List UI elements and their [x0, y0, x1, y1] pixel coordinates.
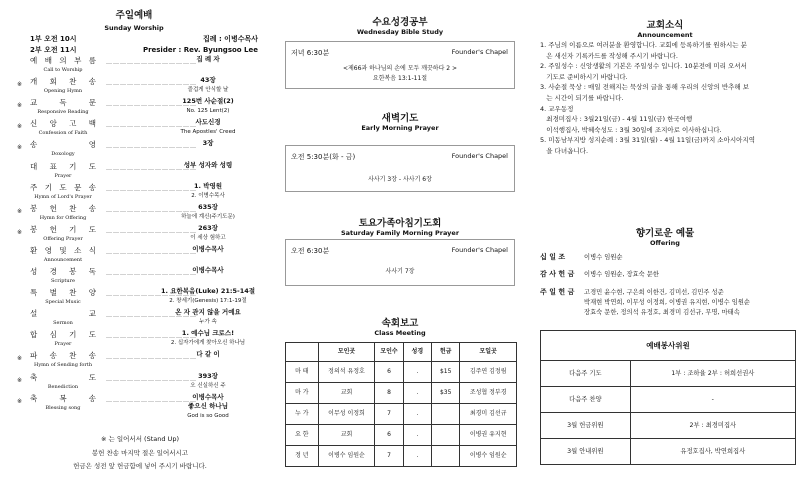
saturday-time: 오전 6:30분	[291, 247, 330, 255]
order-item-subdetail: No. 125 Lent(2)	[186, 108, 230, 115]
order-item-ko-char: 성	[30, 267, 38, 276]
order-item-ko-char: 영	[44, 245, 52, 255]
order-item-ko-char: 교	[30, 98, 38, 108]
order-item-ko-char: 봉	[30, 224, 38, 234]
class-meeting-cell: .	[403, 446, 431, 467]
announcement-line: 을 다녀옵니다.	[540, 146, 589, 155]
offering-names: 이병수 임원순	[584, 254, 623, 261]
leader-dots: …………………………………	[106, 270, 197, 277]
order-item-ko-char: 양	[88, 288, 96, 298]
order-item	[0, 119, 268, 139]
order-item-en: Announcement	[43, 256, 83, 263]
order-item	[0, 98, 268, 118]
class-meeting-cell: 정 년	[286, 446, 319, 467]
order-item-ko	[30, 140, 96, 149]
service-cell: 다음주 찬양	[541, 387, 631, 413]
saturday-place: Founder's Chapel	[451, 246, 508, 254]
class-meeting-cell: 8	[375, 383, 403, 404]
class-meeting-cell: 교회	[318, 383, 375, 404]
saturday-reading: 사사기 7장	[385, 268, 415, 275]
offering-box-note: 헌금은 성전 앞 헌금함에 넣어 주시기 바랍니다.	[73, 462, 207, 470]
order-item-ko-char: 기	[44, 182, 52, 192]
order-item-en: Offering Prayer	[43, 235, 83, 242]
order-item-detail: 온 자 관지 않을 거예요	[175, 308, 241, 317]
offering-title: 향기로운 예물	[635, 228, 695, 239]
order-item-ko-char: 송	[88, 393, 96, 403]
leader-dots: …………………………………	[106, 354, 197, 362]
order-item-ko-char: 의	[59, 56, 67, 65]
order-item	[0, 56, 268, 76]
leader-dots: …………………………………	[106, 248, 197, 256]
order-item	[0, 183, 268, 203]
order-item-ko-char: 송	[88, 351, 96, 361]
order-item-ko-char: 송	[88, 77, 96, 87]
order-item	[0, 246, 268, 266]
order-item-ko	[30, 204, 96, 213]
stand-mark: ※	[17, 355, 23, 363]
order-item-ko-char: 회	[49, 77, 57, 87]
order-item-ko-char: 환	[30, 245, 38, 255]
class-meeting-cell: 이병수 임원순	[318, 446, 375, 467]
order-item-ko-char: 송	[88, 182, 96, 192]
class-meeting-row	[286, 425, 517, 446]
wednesday-subtitle: Wednesday Bible Study	[356, 28, 444, 36]
offering-row	[540, 253, 798, 263]
news-subtitle: Announcement	[637, 31, 693, 39]
worship-subtitle: Sunday Worship	[104, 24, 164, 32]
worship-times	[30, 34, 77, 56]
class-meeting-row	[286, 446, 517, 467]
order-item-subdetail: 2. 이병수목사	[191, 192, 225, 199]
leader-dots: …………………………………	[106, 312, 197, 320]
order-item-ko	[30, 351, 96, 360]
order-item-detail: 다 같 이	[196, 350, 220, 359]
wednesday-scripture: 요한복음 13:1-11절	[372, 75, 428, 82]
service-row	[541, 387, 796, 413]
order-item-ko-char: 문	[74, 182, 82, 192]
stand-mark: ※	[17, 102, 23, 110]
order-item-ko-char: 독	[59, 98, 67, 108]
offering-names: 이병수 임원순, 장효숙 문한	[584, 271, 659, 278]
class-meeting-cell: 김주연 김정림	[460, 362, 517, 383]
leader-dots: …………………………………	[106, 375, 197, 383]
order-item-ko-char: 문	[88, 98, 96, 108]
order-item-detail: 263장	[198, 223, 218, 232]
worship-time-2: 2부 오전 11시	[30, 46, 77, 54]
leader-dots: …………………………………	[106, 164, 197, 172]
order-item-ko-char: 특	[30, 288, 38, 298]
order-item-ko	[30, 267, 96, 276]
class-meeting-cell	[432, 425, 460, 446]
order-item-ko-char: 봉	[69, 267, 77, 276]
order-item-ko	[30, 246, 96, 255]
offering-hymn-note: 봉헌 찬송 마지막 절은 일어서시고	[91, 449, 189, 457]
service-cell: 1부 : 조하율 2부 : 허희선권사	[630, 361, 795, 387]
saturday-title: 토요가족아침기도회	[358, 218, 442, 229]
order-item	[0, 351, 268, 371]
leader-dots: …………………………………	[106, 59, 197, 66]
news-title: 교회소식	[646, 20, 684, 31]
order-item-ko-char: 송	[30, 140, 38, 150]
offering-label: 십 일 조	[540, 253, 566, 261]
order-item-ko-char: 도	[88, 372, 96, 382]
order-item-en: Prayer	[54, 341, 72, 348]
order-item-ko	[30, 225, 96, 234]
class-meeting-cell: 7	[375, 404, 403, 425]
order-item-ko	[30, 330, 96, 339]
order-item-detail: 1. 박영원	[193, 181, 223, 190]
order-item-ko-char: 기	[69, 161, 77, 171]
order-item-detail: 집 례 자	[196, 55, 220, 63]
order-item-ko-char: 앙	[49, 119, 57, 129]
order-item-en: Scripture	[51, 278, 75, 284]
leader-dots: …………………………………	[106, 143, 197, 151]
announcement-line: 는 시간이 되기를 바랍니다.	[540, 93, 624, 102]
order-item-en: Benediction	[47, 383, 79, 390]
order-item-ko-char: 기	[69, 330, 77, 340]
order-item-ko	[30, 119, 96, 128]
class-meeting-cell: 이병권 유지현	[460, 425, 517, 446]
class-meeting-cell: 교회	[318, 425, 375, 446]
order-item-en: Hymn for Offering	[39, 214, 87, 221]
class-meeting-cell: 조성협 정부경	[460, 383, 517, 404]
announcement-line: 최경미집사 : 3월21일(금) - 4월 11일(금) 한국여행	[540, 115, 693, 124]
order-item-ko-char: 찬	[69, 288, 77, 298]
order-item-ko-char: 축	[30, 372, 38, 382]
order-item-en: Sermon	[53, 320, 73, 327]
order-item-subdetail: 2. 십자가에게 찾아오신 하나님	[170, 340, 246, 347]
class-meeting-cell: .	[403, 404, 431, 425]
order-item-ko-char: 름	[88, 56, 96, 65]
stand-mark: ※	[17, 376, 23, 384]
order-item-detail: 3장	[202, 139, 214, 148]
announcement-line: 이석행집사, 박혜숙성도 : 3월 30일에 조지아로 이사하십니다.	[540, 125, 722, 134]
order-item-en: Call to Worship	[43, 67, 83, 73]
saturday-subtitle: Saturday Family Morning Prayer	[340, 229, 460, 237]
order-item-subdetail: The Apostles' Creed	[180, 129, 236, 136]
service-cell: 유정호집사, 박연희집사	[630, 439, 795, 465]
order-item-ko-char: 부	[74, 56, 82, 65]
order-item-ko-char: 설	[30, 309, 38, 319]
class-meeting-cell: 이병수 임원순	[460, 446, 517, 467]
offering-names: 박재현 박연희, 이무성 이정희, 이병권 유지현, 이병수 임원순	[584, 299, 751, 306]
class-meeting-header: 헌금	[432, 343, 460, 362]
blessing-song-en: God is so Good	[187, 412, 229, 419]
wednesday-title: 수요성경공부	[372, 17, 428, 28]
order-item-ko	[30, 373, 96, 382]
order-item-subdetail: 누가 속	[199, 319, 217, 326]
order-item-ko	[30, 162, 96, 171]
dawn-subtitle: Early Morning Prayer	[361, 124, 439, 132]
order-item-ko-char: 대	[30, 161, 38, 171]
class-meeting-title: 속회보고	[381, 318, 419, 329]
announcement-line: 1. 주님의 이름으로 여러분을 환영합니다. 교회에 등록하기를 원하시는 분	[540, 41, 747, 49]
weekday-programs-section	[275, 0, 525, 485]
class-meeting-row	[286, 362, 517, 383]
class-meeting-cell: $15	[432, 362, 460, 383]
offering-row	[540, 308, 798, 318]
blessing-song-ko: 좋으신 하나님	[188, 401, 228, 410]
order-item-en: Hymn of Sending forth	[33, 362, 93, 369]
leader-dots: …………………………………	[106, 396, 197, 404]
class-meeting-cell: 6	[375, 425, 403, 446]
presider-ko: 집례 : 이병수목사	[202, 35, 258, 43]
order-item-ko-char: 신	[30, 119, 38, 129]
service-row	[541, 439, 796, 465]
service-row	[541, 413, 796, 439]
order-item-ko-char: 교	[88, 309, 96, 319]
class-meeting-cell: 마 태	[286, 362, 319, 383]
offering-label: 감 사 헌 금	[540, 270, 575, 278]
order-item-ko-char: 주	[30, 182, 38, 192]
order-item-ko	[30, 183, 96, 192]
order-item-en: Doxology	[51, 151, 75, 158]
class-meeting-cell: 누 가	[286, 404, 319, 425]
class-meeting-row	[286, 404, 517, 425]
order-item-detail: 635장	[198, 202, 218, 211]
leader-dots: …………………………………	[106, 185, 197, 193]
order-item	[0, 309, 268, 329]
class-meeting-cell: 이무성 이정희	[318, 404, 375, 425]
order-item-subdetail: 하늘에 계신(주기도문)	[181, 213, 235, 220]
order-item-ko-char: 표	[49, 161, 57, 171]
stand-mark: ※	[17, 81, 23, 89]
dawn-place: Founder's Chapel	[451, 152, 508, 160]
order-item-ko-char: 찬	[69, 351, 77, 361]
order-item-en: Hymn of Lord's Prayer	[34, 193, 92, 200]
order-item-ko-char: 배	[44, 56, 52, 65]
stand-mark: ※	[17, 207, 23, 215]
order-item-ko-char: 찬	[69, 203, 77, 213]
order-item-ko-char: 봉	[30, 203, 38, 213]
dawn-title: 새벽기도	[381, 113, 419, 124]
order-item-subdetail: 오 신실하신 주	[190, 382, 226, 389]
order-item	[0, 140, 268, 160]
dawn-reading: 사사기 3장 - 사사기 6장	[368, 176, 432, 183]
worship-time-1: 1부 오전 10시	[30, 35, 77, 43]
order-item	[0, 373, 268, 393]
order-item-ko-char: 도	[88, 330, 96, 340]
order-item-detail: 사도신경	[195, 118, 221, 127]
order-item-ko-char: 찬	[69, 77, 77, 87]
stand-mark: ※	[17, 228, 23, 236]
class-meeting-header: 성경	[403, 343, 431, 362]
order-item-detail: 1. 예수님 크로스!	[181, 329, 235, 338]
class-meeting-cell: 요 한	[286, 425, 319, 446]
leader-dots: …………………………………	[106, 80, 197, 88]
class-meeting-cell: .	[403, 362, 431, 383]
offering-names: 장효숙 문한, 정의석 유정호, 최경미 김선규, 무명, 마태속	[584, 309, 740, 316]
class-meeting-cell: 6	[375, 362, 403, 383]
leader-dots: …………………………………	[106, 206, 197, 214]
stand-mark: ※	[17, 397, 23, 405]
offering-row	[540, 298, 798, 308]
order-item-ko	[30, 288, 96, 297]
leader-dots: …………………………………	[106, 122, 197, 130]
announcement-line: 2. 주일성수 : 신앙생활의 기본은 주일성수 입니다. 10분전에 미리 오셔서	[540, 62, 747, 71]
class-meeting-cell	[432, 446, 460, 467]
worship-title: 주일예배	[115, 10, 153, 21]
order-item-ko-char: 합	[30, 330, 38, 340]
saturday-box	[285, 239, 515, 286]
leader-dots: …………………………………	[106, 291, 197, 299]
offering-row	[540, 288, 798, 298]
order-item-detail: 이병수목사	[192, 244, 224, 253]
class-meeting-cell: 마 가	[286, 383, 319, 404]
order-item-ko-char: 송	[49, 351, 57, 361]
class-meeting-cell: 7	[375, 446, 403, 467]
order-item	[0, 162, 268, 182]
order-item-subdetail: 즐겁게 안식할 날	[187, 87, 229, 94]
service-row	[541, 361, 796, 387]
dawn-time: 오전 5:30분(화 - 금)	[291, 153, 356, 161]
order-item-ko-char: 헌	[49, 224, 57, 234]
service-cell: 2부 : 최경미집사	[630, 413, 795, 439]
order-item-subdetail: 2. 창세기(Genesis) 17:1-19절	[169, 298, 247, 305]
class-meeting-cell: .	[403, 383, 431, 404]
order-item-ko-char: 파	[30, 351, 38, 361]
class-meeting-cell: .	[403, 425, 431, 446]
order-item-ko-char: 복	[59, 393, 67, 403]
worship-presider	[143, 34, 258, 56]
announcement-list	[540, 40, 798, 157]
order-item-ko-char: 송	[88, 203, 96, 213]
wednesday-lesson: <제66과 하나님의 손에 모두 깨끗하다 2 >	[342, 65, 458, 72]
order-item-ko-char: 헌	[49, 203, 57, 213]
stand-up-note: ※ 는 일어서서 (Stand Up)	[101, 435, 179, 443]
service-committee-title: 예배봉사위원	[541, 331, 796, 361]
leader-dots: …………………………………	[106, 333, 197, 341]
order-item	[0, 288, 268, 308]
order-item-detail: 1. 요한복음(Luke) 21:5-14절	[160, 287, 256, 296]
order-item-subdetail: 이 세상 험하고	[190, 234, 226, 241]
offering-label: 주 일 헌 금	[540, 288, 575, 296]
order-item-ko-char: 경	[49, 267, 57, 276]
stand-mark: ※	[17, 144, 23, 152]
offering-row	[540, 270, 798, 280]
class-meeting-cell: 정의석 유정호	[318, 362, 375, 383]
order-item-ko-char: 별	[49, 288, 57, 298]
class-meeting-cell: $35	[432, 383, 460, 404]
wednesday-place: Founder's Chapel	[451, 48, 508, 56]
class-meeting-table	[285, 342, 517, 467]
dawn-box	[285, 145, 515, 192]
sunday-worship-section	[0, 0, 268, 485]
order-item-ko-char: 독	[88, 267, 96, 276]
order-item-ko-char: 축	[30, 393, 38, 403]
order-item	[0, 267, 268, 287]
order-item-ko-char: 백	[88, 119, 96, 129]
leader-dots: …………………………………	[106, 227, 197, 235]
service-cell: 3월 헌금위원	[541, 413, 631, 439]
service-cell: 다음주 기도	[541, 361, 631, 387]
wednesday-box	[285, 41, 515, 89]
leader-dots: …………………………………	[106, 101, 197, 109]
announcement-line: 은 새신자 기록카드를 작성해 주시기 바랍니다.	[540, 51, 678, 60]
order-item	[0, 330, 268, 350]
class-meeting-row	[286, 383, 517, 404]
class-meeting-header: 모인곳	[318, 343, 375, 362]
order-item-ko	[30, 77, 96, 86]
order-item-detail: 43장	[200, 76, 216, 85]
order-item-detail: 이병수목사	[192, 266, 224, 274]
order-item-ko-char: 영	[88, 140, 96, 150]
order-item	[0, 225, 268, 245]
order-item-en: Responsive Reading	[37, 109, 89, 116]
order-item-detail: 이병수목사	[192, 392, 224, 401]
class-meeting-cell	[432, 404, 460, 425]
order-item-ko	[30, 394, 96, 403]
announcement-line: 3. 사순절 묵상 : 매일 전해지는 묵상의 글을 통해 우리의 신앙의 반추해 보	[540, 83, 749, 92]
order-item-ko	[30, 309, 96, 318]
order-item-en: Special Music	[45, 299, 81, 306]
service-cell: -	[630, 387, 795, 413]
class-meeting-header: 모인수	[375, 343, 403, 362]
order-item-ko-char: 기	[69, 224, 77, 234]
order-item-ko	[30, 98, 96, 107]
order-item-ko-char: 및	[59, 245, 67, 255]
order-item-detail: 125번 사순절(2)	[182, 97, 234, 106]
announcement-line: 4. 교우동정	[540, 104, 574, 113]
service-committee-table	[540, 330, 796, 465]
order-item-detail: 393장	[198, 371, 218, 380]
order-item-ko-char: 도	[59, 182, 67, 192]
order-item	[0, 204, 268, 224]
order-item-en: Prayer	[54, 172, 72, 179]
order-item	[0, 77, 268, 97]
announcement-line: 5. 미동남부지방 성지순례 : 3월 31일(월) - 4월 11일(금)까지 소아시아지역	[540, 136, 755, 145]
class-meeting-header: 모일곳	[460, 343, 517, 362]
order-item-en: Blessing song	[45, 404, 81, 411]
order-item-detail: 성부 성자와 성령	[183, 160, 233, 169]
class-meeting-cell: 최경미 김선규	[460, 404, 517, 425]
order-item-en: Confession of Faith	[38, 130, 88, 137]
order-item-en: Opening Hymn	[43, 88, 83, 95]
order-item-ko-char: 고	[69, 119, 77, 129]
order-item-ko-char: 도	[88, 224, 96, 234]
order-item-ko-char: 식	[88, 245, 96, 255]
order-item-ko-char: 도	[88, 161, 96, 171]
class-meeting-header	[286, 343, 319, 362]
offering-subtitle: Offering	[650, 239, 680, 247]
order-item-ko-char: 소	[74, 245, 82, 255]
class-meeting-subtitle: Class Meeting	[374, 329, 426, 337]
wednesday-time: 저녁 6:30분	[291, 49, 330, 57]
offering-names: 고경민 윤수현, 구은희 이한건, 김미선, 김민주 성준	[584, 289, 724, 296]
service-cell: 3월 안내위원	[541, 439, 631, 465]
order-item-ko-char: 개	[30, 77, 38, 87]
church-news-section	[530, 0, 800, 485]
announcement-line: 기도로 준비하시기 바랍니다.	[540, 72, 628, 81]
order-item-ko-char: 심	[49, 330, 57, 340]
stand-mark: ※	[17, 123, 23, 131]
presider-en: Presider : Rev. Byungsoo Lee	[142, 46, 258, 54]
order-item-ko-char: 예	[30, 56, 38, 65]
order-item-ko	[30, 56, 96, 65]
